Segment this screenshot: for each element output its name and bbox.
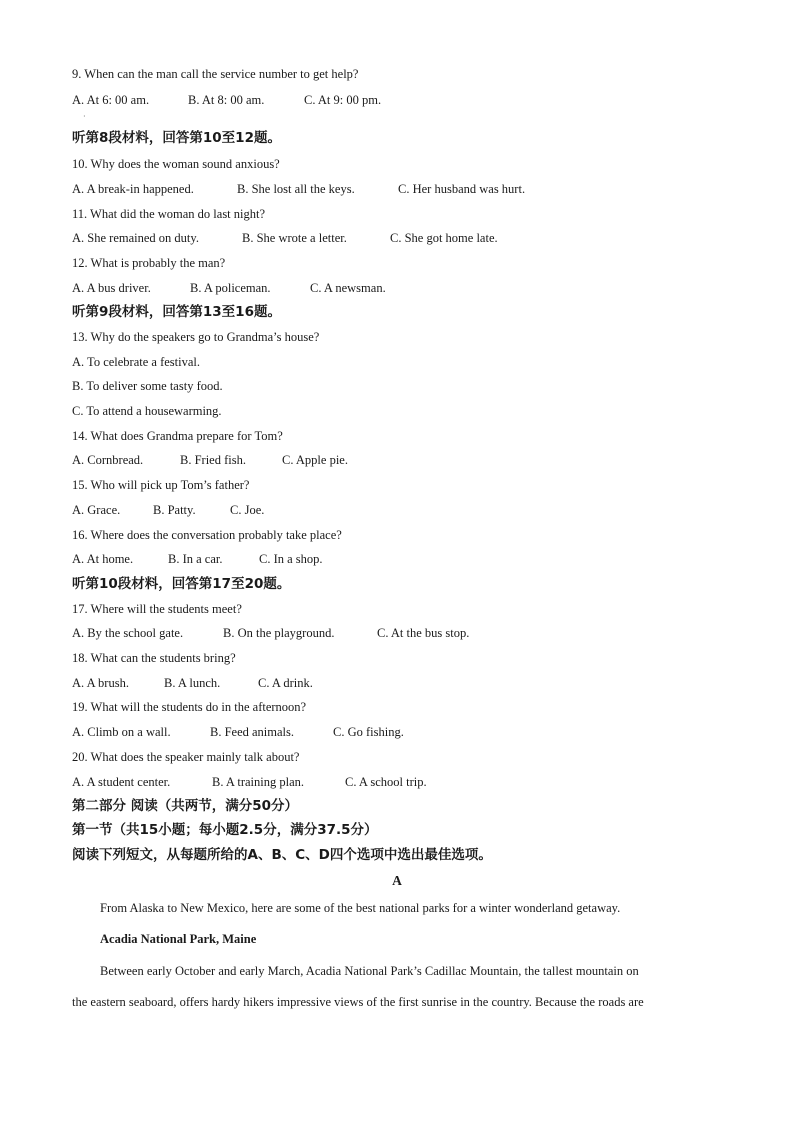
question-14: 14. What does Grandma prepare for Tom? [72,429,283,443]
options-19 [72,724,404,740]
option-b: B. Fried fish. [180,453,246,467]
option-a: A. A brush. [72,676,129,690]
option-a: A. Climb on a wall. [72,725,171,739]
option-13-a: A. To celebrate a festival. [72,355,201,369]
option-a: A. At home. [72,552,134,566]
option-a: A. A bus driver. [72,281,151,295]
option-13-c: C. To attend a housewarming. [72,404,222,418]
option-b: B. On the playground. [223,626,335,640]
option-b: B. A policeman. [190,281,271,295]
question-12: 12. What is probably the man? [72,256,226,270]
option-c: C. At the bus stop. [377,626,470,640]
option-a: A. A break-in happened. [72,182,194,196]
options-10 [72,181,525,197]
option-b: B. A lunch. [164,676,221,690]
option-c: C. A newsman. [310,281,386,295]
options-14 [72,452,348,468]
part2-title: 第二部分 阅读（共两节，满分50分） [72,798,298,814]
part2-section1: 第一节（共15小题；每小题2.5分，满分37.5分） [72,822,378,838]
paragraph-line-2: the eastern seaboard, offers hardy hikers impressive views of the first sunrise in the country. Because the roads are [72,995,644,1009]
question-11: 11. What did the woman do last night? [72,207,266,221]
option-a: A. A student center. [72,775,171,789]
options-16 [72,551,323,567]
option-c: C. Go fishing. [333,725,404,739]
options-18 [72,675,313,691]
option-13-b: B. To deliver some tasty food. [72,379,223,393]
option-c: C. A school trip. [345,775,427,789]
passage-letter: A [392,873,402,888]
option-b: B. Patty. [153,503,196,517]
paragraph-line-1: Between early October and early March, Acadia National Park’s Cadillac Mountain, the tallest mountain on [100,964,639,978]
options-15 [72,502,264,518]
section-heading-9: 听第9段材料，回答第13至16题。 [72,304,281,320]
option-c: C. She got home late. [390,231,498,245]
options-9 [72,92,381,108]
option-c: C. Apple pie. [282,453,348,467]
question-10: 10. Why does the woman sound anxious? [72,157,280,171]
part2-instruction: 阅读下列短文，从每题所给的A、B、C、D四个选项中选出最佳选项。 [72,847,492,863]
question-15: 15. Who will pick up Tom’s father? [72,478,250,492]
section-heading-8: 听第8段材料，回答第10至12题。 [72,130,281,146]
question-13: 13. Why do the speakers go to Grandma’s house? [72,330,320,344]
option-a: A. By the school gate. [72,626,184,640]
option-b: B. At 8: 00 am. [188,93,265,107]
option-b: B. She lost all the keys. [237,182,355,196]
option-a: A. Cornbread. [72,453,144,467]
option-c: C. Joe. [230,503,265,517]
question-16: 16. Where does the conversation probably take place? [72,528,342,542]
question-17: 17. Where will the students meet? [72,602,242,616]
option-c: C. Her husband was hurt. [398,182,526,196]
option-c: C. In a shop. [259,552,323,566]
question-18: 18. What can the students bring? [72,651,236,665]
option-a: A. Grace. [72,503,121,517]
option-b: B. She wrote a letter. [242,231,347,245]
options-12 [72,280,386,296]
options-20 [72,774,427,790]
option-b: B. Feed animals. [210,725,295,739]
passage-intro: From Alaska to New Mexico, here are some of the best national parks for a winter wonderland getaway. [100,901,621,915]
option-c: C. At 9: 00 pm. [304,93,382,107]
option-a: A. At 6: 00 am. [72,93,150,107]
option-c: C. A drink. [258,676,313,690]
options-17 [72,625,469,641]
option-b: B. In a car. [168,552,223,566]
option-b: B. A training plan. [212,775,305,789]
question-19: 19. What will the students do in the afternoon? [72,700,307,714]
section-heading-10: 听第10段材料，回答第17至20题。 [72,576,291,592]
question-9: 9. When can the man call the service number to get help? [72,67,359,81]
question-20: 20. What does the speaker mainly talk about? [72,750,300,764]
option-a: A. She remained on duty. [72,231,199,245]
park-title: Acadia National Park, Maine [100,932,257,946]
stray-mark: · [83,112,86,121]
options-11 [72,230,498,246]
